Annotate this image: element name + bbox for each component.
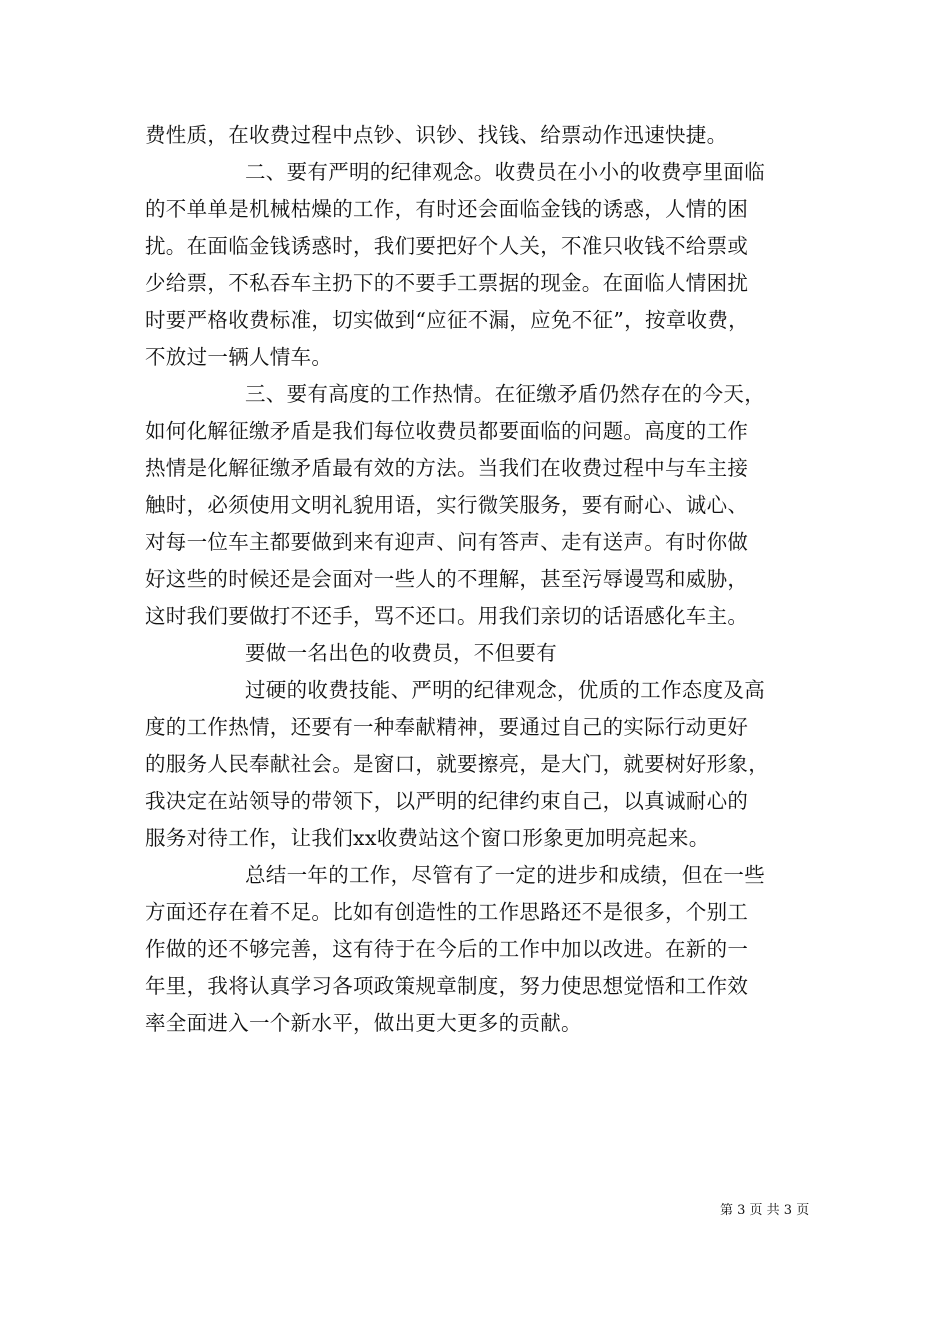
text-line: 的不单单是机械枯燥的工作，有时还会面临金钱的诱惑，人情的困 [145, 197, 749, 221]
text-line: 的服务人民奉献社会。是窗口，就要擦亮，是大门，就要树好形象， [145, 752, 769, 776]
text-line: 二、要有严明的纪律观念。收费员在小小的收费亭里面临 [245, 160, 765, 184]
text-line: 对每一位车主都要做到来有迎声、问有答声、走有送声。有时你做 [145, 530, 749, 554]
page-number: 第 3 页 共 3 页 [720, 1203, 810, 1218]
text-line: 率全面进入一个新水平，做出更大更多的贡献。 [145, 1011, 582, 1035]
text-line: 我决定在站领导的带领下，以严明的纪律约束自己，以真诚耐心的 [145, 789, 749, 813]
text-line: 费性质，在收费过程中点钞、识钞、找钱、给票动作迅速快捷。 [145, 123, 728, 147]
text-line: 总结一年的工作，尽管有了一定的进步和成绩，但在一些 [245, 863, 765, 887]
text-line: 要做一名出色的收费员，不但要有 [245, 641, 557, 665]
text-line: 年里，我将认真学习各项政策规章制度，努力使思想觉悟和工作效 [145, 974, 749, 998]
text-line: 度的工作热情，还要有一种奉献精神，要通过自己的实际行动更好 [145, 715, 749, 739]
text-line: 服务对待工作，让我们xx收费站这个窗口形象更加明亮起来。 [145, 826, 710, 850]
text-line: 如何化解征缴矛盾是我们每位收费员都要面临的问题。高度的工作 [145, 419, 749, 443]
text-line: 过硬的收费技能、严明的纪律观念，优质的工作态度及高 [245, 678, 765, 702]
text-line: 方面还存在着不足。比如有创造性的工作思路还不是很多，个别工 [145, 900, 749, 924]
text-line: 不放过一辆人情车。 [145, 345, 333, 369]
text-line: 时要严格收费标准，切实做到“应征不漏，应免不征”，按章收费， [145, 308, 749, 332]
text-line: 触时，必须使用文明礼貌用语，实行微笑服务，要有耐心、诚心、 [145, 493, 749, 517]
text-line: 扰。在面临金钱诱惑时，我们要把好个人关，不准只收钱不给票或 [145, 234, 749, 258]
text-line: 这时我们要做打不还手，骂不还口。用我们亲切的话语感化车主。 [145, 604, 749, 628]
text-line: 三、要有高度的工作热情。在征缴矛盾仍然存在的今天， [245, 382, 765, 406]
text-line: 少给票，不私吞车主扔下的不要手工票据的现金。在面临人情困扰 [145, 271, 749, 295]
text-line: 作做的还不够完善，这有待于在今后的工作中加以改进。在新的一 [145, 937, 749, 961]
text-line: 热情是化解征缴矛盾最有效的方法。当我们在收费过程中与车主接 [145, 456, 749, 480]
text-line: 好这些的时候还是会面对一些人的不理解，甚至污辱谩骂和威胁， [145, 567, 749, 591]
